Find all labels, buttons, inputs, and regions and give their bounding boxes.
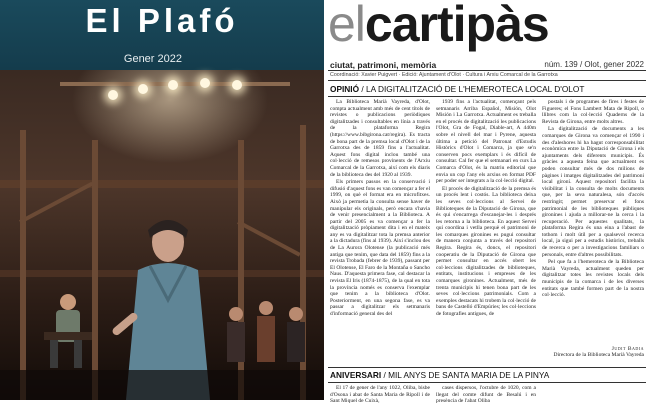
tagline: ciutat, patrimoni, memòria	[330, 60, 437, 70]
paragraph: El procés de digitalització de la premsa és un procés lent i costós. La biblioteca deixa les seves col·leccions al Servei de Biblioteques de la Diputació de Girona, que és qui s'encarrega d'escanejar-les i després les retorna a la biblioteca. En aquest Servei qui coordina i vetlla perquè el patrimoni de les comarques gironines es pugui consultar de manera conjunta a través del repositori Regira. Regira és, doncs, el repositori cooperatiu de la Diputació de Girona que permet consultar en accés obert les col·leccions digitalitzades de biblioteques, entitats, institucions i empreses de les comarques gironines. Actualment, més de trenta municipis hi tenen bona part de les seves col·leccions patrimonials. Com a exemples destacats hi trobem la col·lecció de bans de Castelló d'Empúries; les col·leccions de fotografies antigues, de	[436, 185, 536, 317]
paragraph: Els primers passos en la conservació i difusió d'aquest fons es van començar a fer el 1999, on què el format era en microfitxes. Això ja permetia la consulta sense haver de manipular els originals, però encara s'havia de venir presencialment a la Biblioteca. A partir del 2005 es va començar a fer la digitalització pròpiament dita i en el mateix any es va digitalitzar tota la premsa anterior a la dictadura (fins al 1939). Així s'inclou des de La Aurora Olotense (la publicació més antiga que tenim, que data del 1859) fins a la revista Trobada (febrer de 1939), passant per El Olotense, El Faro de la Montaña o Sancho Naus. D'aquesta primera fase, cal destacar la revista El Iris (1874-1875), de la qual en tota la província només es conserva l'exemplar que tenim a la biblioteca d'Olot. Posteriorment, en una segona fase, es va passar a digitalitzar els setmanaris d'informació general des del	[330, 179, 430, 317]
cartipas-page	[324, 0, 650, 405]
plafo-cover	[0, 0, 324, 400]
paragraph: La digitalització de documents a les comarques de Girona va començar el 1990 i des d'aleshores hi ha hagut corresponsabilitat econòmica entre la Diputació de Girona i els ajuntaments dels diferents municipis. És gràcies a aquesta feina que actualment es poden consultar més de dos milions de pàgines i imatges digitalitzades del patrimoni local gironí. Aquest repositori facilita la visibilitat i la consulta de molts documents que, per la seva naturalesa, són d'accés restringit; permet preservar el fons patrimonial de les biblioteques públiques gironines i ajuda a millorar-ne la cerca i la recuperació. Per aquestes qualitats, la plataforma Regira és una eina a l'abast de tothom i molt útil per a qualsevol recerca local, ja sigui per a estudis històrics, treballs de recerca o per a investigacions familiars o personals, entre d'altres possibilitats.	[542, 126, 644, 258]
divider	[328, 80, 646, 81]
cartipas-logo: elcartipàs	[328, 0, 549, 52]
theatre-stage-photo	[0, 70, 324, 400]
divider	[328, 96, 646, 97]
author-role: Directora de la Biblioteca Marià Vayreda	[553, 352, 644, 358]
paragraph: Pel que fa a l'hemeroteca de la Biblioteca Marià Vayreda, actualment queden per digitalitzar totes les revistes locals dels municipis de la comarca i de les diverses entitats que també formen part de la nostra col·lecció.	[542, 259, 644, 299]
anniversary-column-2	[436, 385, 536, 405]
opinion-column-2	[436, 99, 536, 365]
opinion-column-3	[542, 99, 644, 343]
divider	[328, 367, 646, 368]
paragraph: postals i de programes de fires i festes de Figueres; el Fons Lambert Mata de Ripoll, o llibres com la col·lecció Quaderns de la Revista de Girona, entre molts altres.	[542, 99, 644, 125]
actors-illustration	[0, 70, 324, 400]
divider	[328, 70, 646, 71]
seated-actor	[44, 294, 92, 368]
paragraph: El 17 de gener de l'any 1022, Oliba, bisbe d'Osona i abat de Santa Maria de Ripoll i de Sant Miquel de Cuixà,	[330, 385, 430, 405]
paragraph: La Biblioteca Marià Vayreda, d'Olot, compta actualment amb més de cent títols de revistes o publicacions periòdiques digitalitzades i consultables en línia a través de la plataforma Regira (https://www.bibgirona.cat/regira). Es tracta de bona part de la premsa local d'Olot i de la Garrotxa des de 1859 fins a l'actualitat. Aquest fons digital inclou també una col·lecció de remesos provinents de l'Arxiu Comarcal de la Garrotxa, així com els diaris de la biblioteca des del 1920 al 1939.	[330, 99, 430, 178]
article-signature	[542, 346, 644, 358]
opinion-column-1	[330, 99, 430, 365]
credits-line: Coordinació: Xavier Puigvert · Edició: Ajuntament d'Olot · Cultura i Arxiu Comarcal de la Garrotxa	[330, 72, 558, 78]
plafo-title: El Plafó	[85, 2, 239, 39]
plafo-date: Gener 2022	[123, 53, 182, 65]
anniversary-column-1	[330, 385, 430, 405]
author-name: Judit Badia	[611, 346, 644, 352]
plafo-header	[0, 0, 324, 70]
background-actor	[227, 301, 305, 362]
divider	[328, 382, 646, 383]
anniversary-section-heading: ANIVERSARI / MIL ANYS DE SANTA MARIA DE LA PINYA	[330, 370, 550, 380]
opinion-section-heading: OPINIÓ / LA DIGITALITZACIÓ DE L'HEMEROTECA LOCAL D'OLOT	[330, 84, 585, 94]
paragraph: cases dispersos, l'octubre de 1020, com a llegat del comte difunt de Besalú i en presència de l'abat Oliba	[436, 385, 536, 405]
paragraph: 1939 fins a l'actualitat, començant pels setmanaris Arriba Español, Misión, Olot Misión i La Garrotxa. Actualment es treballa en el procés de digitalització les publicacions l'Olot, Gra de Fogal, Diable-art, A 440m sobre el nivell del mar i Pyrene, aquesta última a petició del Patronat d'Estudis Històrics d'Olot i Comarca, ja que se'n conserven pocs exemplars i és difícil de consultar. Cal fer que el setmanari en curs La Comarca d'Olot, és la matriu editorial que envia un cop l'any els arxius en format PDF per poder ser integrats a la col·lecció digital.	[436, 99, 536, 185]
issue-info: núm. 139 / Olot, gener 2022	[544, 60, 644, 69]
